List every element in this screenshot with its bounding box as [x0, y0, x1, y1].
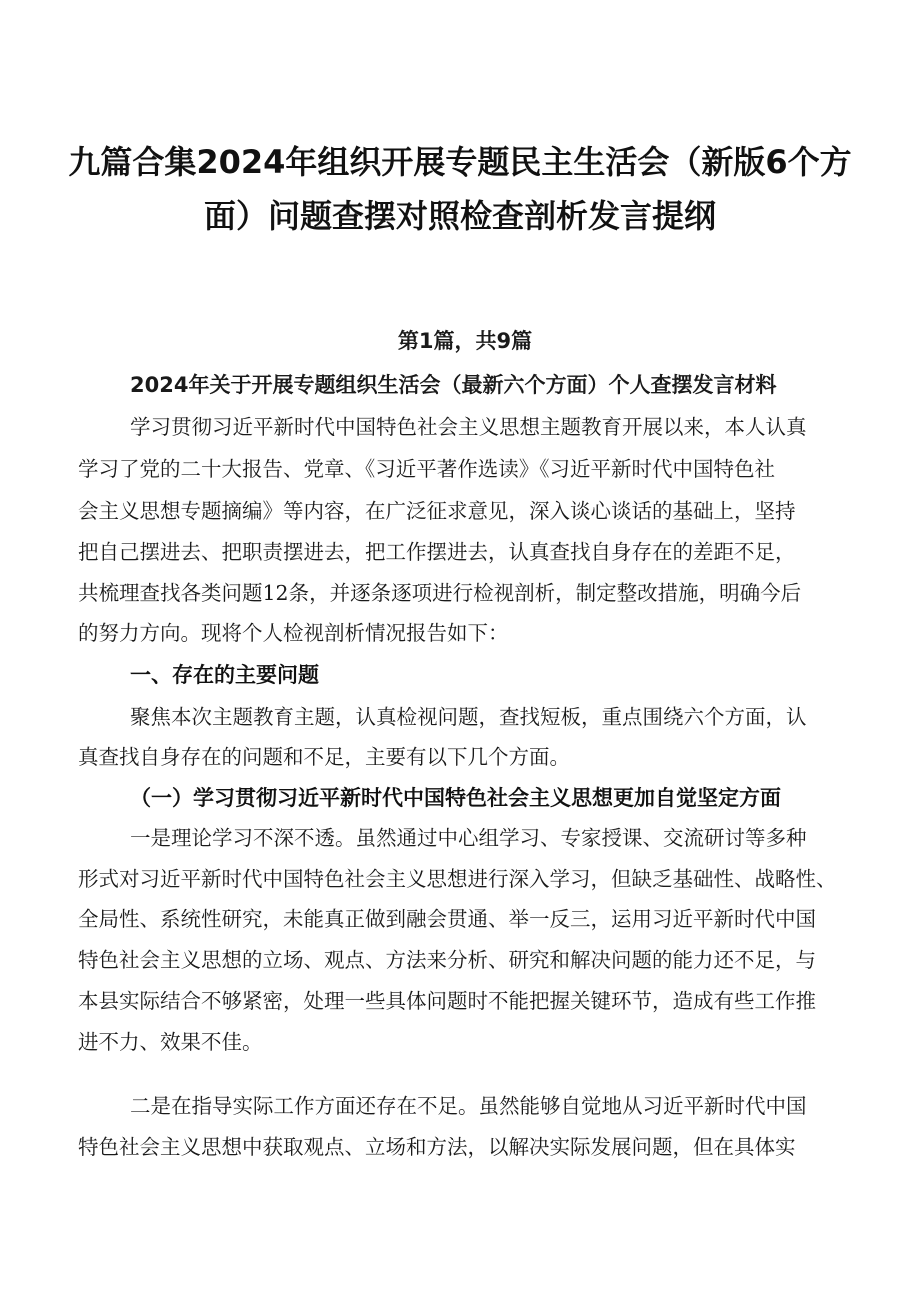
document-title-line-2: 面）问题查摆对照检查剖析发言提纲: [203, 197, 716, 235]
document-subtitle: 2024年关于开展专题组织生活会（最新六个方面）个人查摆发言材料: [130, 373, 777, 397]
intro-line: 学习了党的二十大报告、党章、《习近平著作选读》《习近平新时代中国特色社: [78, 457, 775, 481]
part-heading: 第1篇，共9篇: [397, 329, 533, 353]
intro-line: 把自己摆进去、把职责摆进去，把工作摆进去，认真查找自身存在的差距不足，: [78, 540, 796, 564]
paragraph-line: 全局性、系统性研究，未能真正做到融会贯通、举一反三，运用习近平新时代中国: [78, 907, 816, 931]
subsection-heading: （一）学习贯彻习近平新时代中国特色社会主义思想更加自觉坚定方面: [130, 786, 781, 810]
intro-line: 共梳理查找各类问题12条，并逐条逐项进行检视剖析，制定整改措施，明确今后: [78, 581, 802, 605]
paragraph-line: 形式对习近平新时代中国特色社会主义思想进行深入学习，但缺乏基础性、战略性、: [78, 867, 837, 891]
paragraph-line: 二是在指导实际工作方面还存在不足。虽然能够自觉地从习近平新时代中国: [130, 1094, 807, 1118]
section-line: 真查找自身存在的问题和不足，主要有以下几个方面。: [78, 745, 570, 769]
intro-line: 学习贯彻习近平新时代中国特色社会主义思想主题教育开展以来，本人认真: [130, 415, 807, 439]
intro-line: 的努力方向。现将个人检视剖析情况报告如下：: [78, 621, 509, 645]
intro-line: 会主义思想专题摘编》等内容，在广泛征求意见，深入谈心谈话的基础上，坚持: [78, 499, 796, 523]
section-line: 聚焦本次主题教育主题，认真检视问题，查找短板，重点围绕六个方面，认: [130, 705, 807, 729]
document-title-line-1: 九篇合集2024年组织开展专题民主生活会（新版6个方: [68, 143, 852, 181]
paragraph-line: 一是理论学习不深不透。虽然通过中心组学习、专家授课、交流研讨等多种: [130, 826, 807, 850]
paragraph-line: 本县实际结合不够紧密，处理一些具体问题时不能把握关键环节，造成有些工作推: [78, 989, 816, 1013]
paragraph-line: 特色社会主义思想的立场、观点、方法来分析、研究和解决问题的能力还不足，与: [78, 948, 816, 972]
paragraph-line: 进不力、效果不佳。: [78, 1030, 263, 1054]
paragraph-line: 特色社会主义思想中获取观点、立场和方法，以解决实际发展问题，但在具体实: [78, 1135, 796, 1159]
section-heading: 一、存在的主要问题: [130, 663, 319, 687]
